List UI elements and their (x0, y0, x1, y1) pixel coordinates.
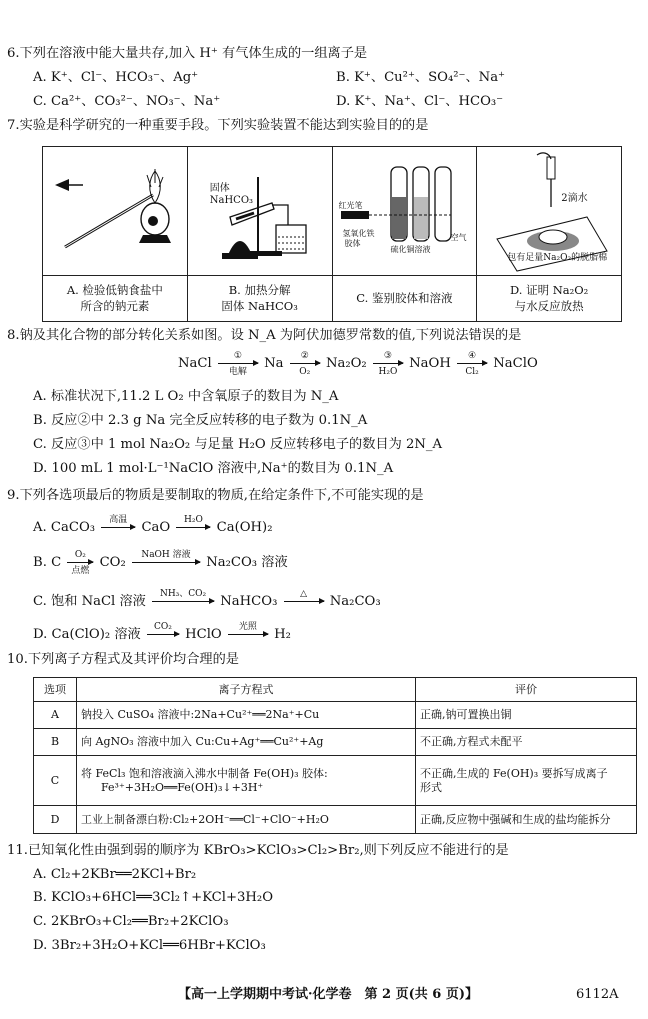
q7-c-label-mid1: 氢氧化铁 (342, 229, 375, 238)
q8-arrow-4-condition: Cl₂ (465, 367, 479, 377)
table-cell-equation: 工业上制备漂白粉:Cl₂+2OH⁻══Cl⁻+ClO⁻+H₂O (77, 806, 416, 834)
table-row (34, 806, 637, 834)
table-cell-evaluation: 不正确,方程式未配平 (416, 729, 637, 756)
footer-code: 6112A (576, 987, 619, 1002)
q9-option-a (33, 515, 273, 536)
q7-cell-b (188, 147, 333, 321)
q8-arrow-2 (290, 351, 320, 377)
q9-b-arrow-1-condition: 点燃 (71, 566, 90, 576)
q7-c-label-mid2: 胶体 (344, 239, 361, 248)
q7-c-label-right: 空气 (450, 233, 467, 242)
sodium-peroxide-illustration (477, 147, 621, 276)
table-cell-equation-line2: Fe³⁺+3H₂O══Fe(OH)₃↓+3H⁺ (101, 780, 264, 794)
q10-table (33, 677, 637, 834)
q6-option-b: B. K⁺、Cu²⁺、SO₄²⁻、Na⁺ (336, 70, 506, 85)
q9-c-reactant: C. 饱和 NaCl 溶液 (33, 594, 146, 609)
q9-b-product: Na₂CO₃ 溶液 (206, 555, 288, 570)
q9-option-b (33, 550, 288, 576)
q7-caption-d-line1: D. 证明 Na₂O₂ (509, 282, 589, 297)
q7-caption-a-line2: 所含的钠元素 (80, 298, 150, 313)
q7-caption-a-line1: A. 检验低钠食盐中 (66, 282, 163, 297)
q6-option-c: C. Ca²⁺、CO₃²⁻、NO₃⁻、Na⁺ (33, 94, 221, 109)
q9-d-product: H₂ (274, 627, 291, 642)
table-cell-option: C (34, 756, 77, 806)
q8-option-b: B. 反应②中 2.3 g Na 完全反应转移的电子数为 0.1N_A (33, 413, 368, 428)
q8-option-d: D. 100 mL 1 mol·L⁻¹NaClO 溶液中,Na⁺的数目为 0.1N_A (33, 461, 394, 476)
q8-species-naclo: NaClO (493, 356, 538, 371)
table-cell-option: D (34, 806, 77, 834)
q9-d-arrow-2-label: 光照 (238, 622, 257, 632)
q10-stem: 10.下列离子方程式及其评价均合理的是 (7, 652, 239, 667)
q9-option-c (33, 589, 381, 610)
table-header-equation: 离子方程式 (77, 678, 416, 702)
q9-a-arrow-1 (101, 515, 135, 528)
q8-arrow-2-condition: O₂ (299, 367, 311, 377)
q7-b-label-formula: NaHCO₃ (209, 195, 254, 206)
q9-option-d (33, 622, 291, 643)
q9-b-arrow-2 (132, 550, 200, 563)
q7-caption-b-line2: 固体 NaHCO₃ (221, 298, 298, 313)
q9-a-arrow-2 (176, 515, 210, 528)
q9-a-intermediate: CaO (141, 520, 171, 535)
q9-d-arrow-2 (228, 622, 268, 635)
table-header-evaluation: 评价 (416, 678, 637, 702)
q9-a-arrow-1-label: 高温 (109, 515, 128, 525)
table-row (34, 702, 637, 729)
q9-b-arrow-2-label: NaOH 溶液 (141, 550, 191, 560)
q7-cell-d (477, 147, 621, 321)
table-cell-equation (77, 756, 416, 806)
q8-stem: 8.钠及其化合物的部分转化关系如图。设 N_A 为阿伏加德罗常数的值,下列说法错误的是 (7, 328, 522, 343)
flame-test-illustration (43, 147, 187, 276)
q8-arrow-3-label: ③ (383, 351, 392, 361)
q9-b-arrow-1-label: O₂ (74, 550, 86, 560)
q9-d-intermediate: HClO (185, 627, 222, 642)
q7-b-label-solid: 固体 (209, 183, 230, 194)
table-row (34, 729, 637, 756)
table-cell-evaluation-line2: 形式 (420, 780, 442, 794)
q8-species-na2o2: Na₂O₂ (325, 356, 367, 371)
table-header-option: 选项 (34, 678, 77, 702)
table-cell-evaluation (416, 756, 637, 806)
q11-option-c: C. 2KBrO₃+Cl₂══Br₂+2KClO₃ (33, 914, 229, 929)
q9-c-arrow-2 (284, 589, 324, 602)
q6-option-a: A. K⁺、Cl⁻、HCO₃⁻、Ag⁺ (33, 70, 199, 85)
q7-stem: 7.实验是科学研究的一种重要手段。下列实验装置不能达到实验目的的是 (7, 118, 429, 133)
q8-option-c: C. 反应③中 1 mol Na₂O₂ 与足量 H₂O 反应转移电子的数目为 2N_A (33, 437, 443, 452)
q7-c-label-left: 红光笔 (338, 201, 363, 210)
q9-b-intermediate: CO₂ (99, 555, 126, 570)
q7-caption-b-line1: B. 加热分解 (228, 282, 291, 297)
heating-apparatus-illustration (188, 147, 332, 276)
q8-species-naoh: NaOH (409, 356, 451, 371)
q8-species-nacl: NaCl (178, 356, 212, 371)
q8-arrow-4-label: ④ (468, 351, 477, 361)
table-cell-equation: 向 AgNO₃ 溶液中加入 Cu:Cu+Ag⁺══Cu²⁺+Ag (77, 729, 416, 756)
q6-stem: 6.下列在溶液中能大量共存,加入 H⁺ 有气体生成的一组离子是 (7, 46, 368, 61)
q8-arrow-3-condition: H₂O (378, 367, 398, 377)
q7-caption-c-line1: C. 鉴别胶体和溶液 (356, 290, 453, 305)
q8-arrow-4 (457, 351, 487, 377)
q9-d-arrow-1-label: CO₂ (153, 622, 172, 632)
q9-c-arrow-1-label: NH₃、CO₂ (159, 589, 207, 599)
q8-species-na: Na (264, 356, 284, 371)
q11-stem: 11.已知氧化性由强到弱的顺序为 KBrO₃>KClO₃>Cl₂>Br₂,则下列反应不能进行的是 (7, 843, 509, 858)
q9-a-arrow-2-label: H₂O (184, 515, 203, 525)
q7-caption-d-line2: 与水反应放热 (514, 298, 584, 313)
q9-c-arrow-1 (152, 589, 214, 602)
q9-c-arrow-2-label: △ (300, 589, 308, 599)
q7-d-label-water: 2滴水 (561, 193, 588, 204)
q9-stem: 9.下列各选项最后的物质是要制取的物质,在给定条件下,不可能实现的是 (7, 488, 424, 503)
q6-option-d: D. K⁺、Na⁺、Cl⁻、HCO₃⁻ (336, 94, 504, 109)
q9-d-reactant: D. Ca(ClO)₂ 溶液 (33, 627, 141, 642)
q9-a-reactant: A. CaCO₃ (33, 520, 96, 535)
q11-option-d: D. 3Br₂+3H₂O+KCl══6HBr+KClO₃ (33, 938, 266, 953)
q11-option-a: A. Cl₂+2KBr══2KCl+Br₂ (33, 867, 197, 882)
q8-arrow-2-label: ② (300, 351, 309, 361)
footer-title: 【高一上学期期中考试·化学卷 第 2 页(共 6 页)】 (178, 987, 479, 1002)
q9-c-product: Na₂CO₃ (329, 594, 381, 609)
table-cell-evaluation: 正确,钠可置换出铜 (416, 702, 637, 729)
table-cell-evaluation: 正确,反应物中强碱和生成的盐均能拆分 (416, 806, 637, 834)
q7-figure-table (42, 146, 622, 322)
table-cell-equation-line1: 将 FeCl₃ 饱和溶液滴入沸水中制备 Fe(OH)₃ 胶体: (81, 767, 328, 781)
table-cell-evaluation-line1: 不正确,生成的 Fe(OH)₃ 要拆写成离子 (420, 767, 608, 781)
q8-option-a: A. 标准状况下,11.2 L O₂ 中含氧原子的数目为 N_A (33, 389, 339, 404)
q8-arrow-1 (218, 351, 258, 377)
q7-d-label-paper: 包有足量Na₂O₂的脱脂棉 (507, 253, 608, 263)
q9-b-reactant: B. C (33, 555, 62, 570)
table-cell-option: A (34, 702, 77, 729)
colloid-tyndall-illustration (333, 147, 477, 276)
q8-arrow-3 (373, 351, 403, 377)
q9-d-arrow-1 (147, 622, 179, 635)
q9-b-arrow-1 (67, 550, 93, 576)
q7-cell-a (43, 147, 188, 321)
q8-reaction-chain (178, 351, 538, 377)
q8-arrow-1-label: ① (233, 351, 242, 361)
q8-arrow-1-condition: 电解 (228, 367, 247, 377)
q9-c-intermediate: NaHCO₃ (220, 594, 278, 609)
q7-cell-c (333, 147, 478, 321)
table-cell-option: B (34, 729, 77, 756)
table-header-row (34, 678, 637, 702)
q7-c-label-mid3: 硫化铜溶液 (390, 245, 431, 254)
table-row (34, 756, 637, 806)
q11-option-b: B. KClO₃+6HCl══3Cl₂↑+KCl+3H₂O (33, 890, 274, 905)
table-cell-equation: 钠投入 CuSO₄ 溶液中:2Na+Cu²⁺══2Na⁺+Cu (77, 702, 416, 729)
q9-a-product: Ca(OH)₂ (216, 520, 273, 535)
